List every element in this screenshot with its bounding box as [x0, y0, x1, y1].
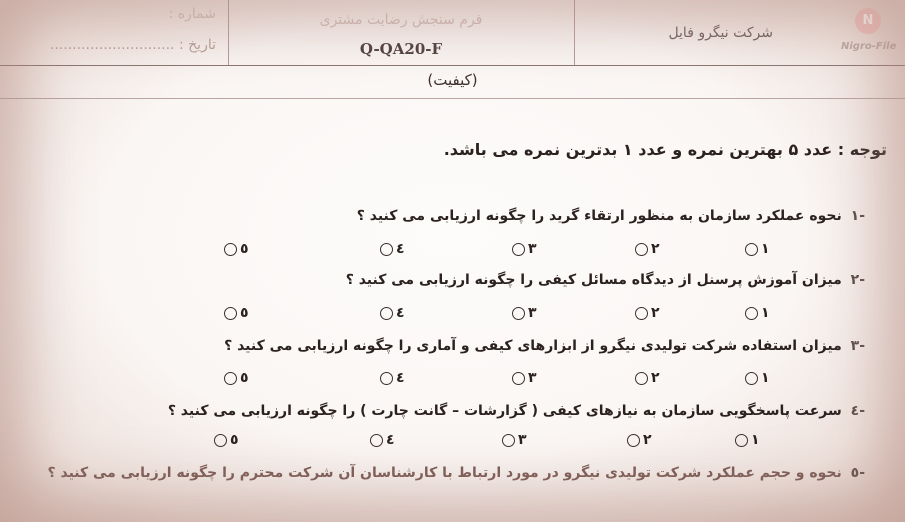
rating-option-3[interactable] [512, 370, 537, 386]
radio-circle-icon[interactable] [214, 434, 227, 447]
question-text: میزان استفاده شرکت تولیدی نیگرو از ابزارهای کیفی و آماری را چگونه ارزیابی می کنید ؟ [224, 338, 842, 354]
radio-circle-icon[interactable] [635, 372, 648, 385]
rating-option-label: ٣ [528, 305, 537, 321]
date-label: تاریخ : [178, 37, 216, 53]
rating-option-3[interactable] [512, 241, 537, 257]
rating-option-2[interactable] [635, 241, 660, 257]
rating-option-label: ٢ [651, 370, 660, 386]
company-logo [841, 8, 899, 60]
question-number: -۲ [850, 272, 865, 288]
date-dots: ............................ [49, 37, 175, 53]
radio-circle-icon[interactable] [512, 307, 525, 320]
section-title-row [0, 66, 905, 99]
company-name: شرکت نیگرو فایل [668, 25, 773, 41]
section-title: (کیفیت) [427, 71, 478, 89]
radio-circle-icon[interactable] [735, 434, 748, 447]
rating-option-5[interactable] [224, 305, 249, 321]
form-header [0, 0, 905, 66]
rating-option-label: ٤ [396, 241, 405, 257]
rating-option-label: ٣ [528, 370, 537, 386]
rating-option-5[interactable] [224, 370, 249, 386]
rating-option-4[interactable] [380, 305, 405, 321]
header-title-cell [228, 0, 575, 65]
question-text: نحوه عملکرد سازمان به منظور ارتقاء گرید را چگونه ارزیابی می کنید ؟ [356, 208, 842, 224]
header-number-date-cell [0, 0, 229, 65]
rating-option-label: ٢ [651, 305, 660, 321]
radio-circle-icon[interactable] [512, 372, 525, 385]
rating-option-1[interactable] [745, 370, 770, 386]
rating-option-label: ٥ [240, 241, 249, 257]
question-number: -۳ [850, 338, 865, 354]
form-number-label: شماره : [168, 6, 216, 22]
radio-circle-icon[interactable] [224, 307, 237, 320]
rating-option-label: ٣ [518, 432, 527, 448]
radio-circle-icon[interactable] [635, 243, 648, 256]
question-4 [168, 403, 865, 419]
question-text: میزان آموزش پرسنل از دیدگاه مسائل کیفی را چگونه ارزیابی می کنید ؟ [345, 272, 842, 288]
rating-option-5[interactable] [224, 241, 249, 257]
rating-option-1[interactable] [745, 305, 770, 321]
rating-option-2[interactable] [635, 370, 660, 386]
rating-option-label: ١ [761, 370, 770, 386]
form-title: فرم سنجش رضایت مشتری [319, 12, 483, 28]
scoring-note: توجه : عدد ۵ بهترین نمره و عدد ۱ بدترین نمره می باشد. [443, 140, 887, 159]
rating-option-label: ١ [761, 241, 770, 257]
rating-option-3[interactable] [502, 432, 527, 448]
question-text: سرعت پاسخگویی سازمان به نیازهای کیفی ( گزارشات – گانت چارت ) را چگونه ارزیابی می کنید ؟ [167, 403, 842, 419]
rating-option-4[interactable] [370, 432, 395, 448]
rating-option-label: ٢ [643, 432, 652, 448]
rating-option-label: ٣ [528, 241, 537, 257]
radio-circle-icon[interactable] [745, 243, 758, 256]
question-1 [357, 208, 865, 224]
rating-option-5[interactable] [214, 432, 239, 448]
radio-circle-icon[interactable] [627, 434, 640, 447]
question-number: -۱ [850, 208, 865, 224]
rating-option-label: ١ [761, 305, 770, 321]
question-number: -٤ [850, 403, 865, 419]
radio-circle-icon[interactable] [224, 243, 237, 256]
question-3 [224, 338, 865, 354]
radio-circle-icon[interactable] [502, 434, 515, 447]
radio-circle-icon[interactable] [635, 307, 648, 320]
question-number: -٥ [850, 465, 865, 481]
rating-option-4[interactable] [380, 370, 405, 386]
rating-option-1[interactable] [745, 241, 770, 257]
header-company-cell [574, 0, 905, 65]
rating-option-label: ٢ [651, 241, 660, 257]
date-field[interactable] [50, 37, 216, 53]
rating-option-label: ٤ [386, 432, 395, 448]
radio-circle-icon[interactable] [512, 243, 525, 256]
radio-circle-icon[interactable] [745, 307, 758, 320]
logo-mark-icon: N [855, 8, 881, 34]
question-5 [47, 465, 865, 481]
radio-circle-icon[interactable] [370, 434, 383, 447]
radio-circle-icon[interactable] [745, 372, 758, 385]
radio-circle-icon[interactable] [380, 307, 393, 320]
rating-option-label: ٥ [240, 305, 249, 321]
rating-option-label: ٤ [396, 305, 405, 321]
rating-option-label: ١ [751, 432, 760, 448]
rating-option-label: ٥ [230, 432, 239, 448]
radio-circle-icon[interactable] [380, 243, 393, 256]
radio-circle-icon[interactable] [380, 372, 393, 385]
rating-option-2[interactable] [627, 432, 652, 448]
rating-option-4[interactable] [380, 241, 405, 257]
rating-option-3[interactable] [512, 305, 537, 321]
question-text: نحوه و حجم عملکرد شرکت تولیدی نیگرو در مورد ارتباط با کارشناسان آن شرکت محترم را چگونه ارزیابی می کنید ؟ [47, 465, 842, 481]
rating-option-2[interactable] [635, 305, 660, 321]
rating-option-label: ٤ [396, 370, 405, 386]
rating-option-label: ٥ [240, 370, 249, 386]
form-code: Q-QA20-F [359, 40, 443, 58]
rating-option-1[interactable] [735, 432, 760, 448]
radio-circle-icon[interactable] [224, 372, 237, 385]
logo-text: Nigro-File [841, 41, 897, 52]
question-2 [346, 272, 865, 288]
